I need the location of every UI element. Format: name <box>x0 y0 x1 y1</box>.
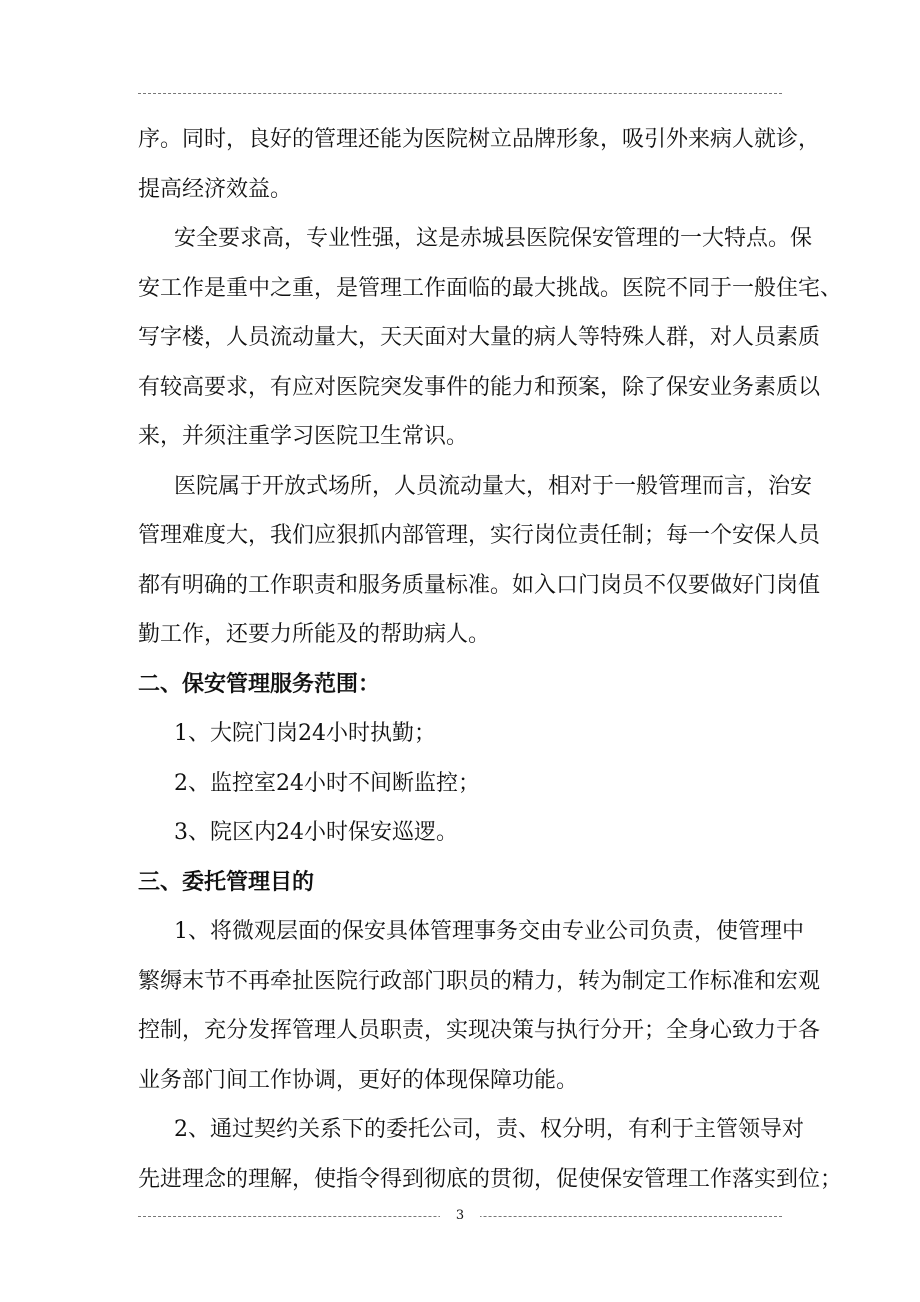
page-number: 3 <box>440 1208 480 1224</box>
text-line: 提高经济效益。 <box>138 176 293 202</box>
text-line: 业务部门间工作协调，更好的体现保障功能。 <box>138 1067 579 1093</box>
text-line: 安工作是重中之重，是管理工作面临的最大挑战。医院不同于一般住宅、 <box>138 275 843 301</box>
section-heading: 二、保安管理服务范围： <box>138 671 381 697</box>
text-line: 控制，充分发挥管理人员职责，实现决策与执行分开；全身心致力于各 <box>138 1018 821 1043</box>
document-body <box>138 115 843 1204</box>
text-line: 繁缛末节不再牵扯医院行政部门职员的精力，转为制定工作标准和宏观 <box>138 968 821 994</box>
text-line: 都有明确的工作职责和服务质量标准。如入口门岗员不仅要做好门岗值 <box>138 572 821 598</box>
text-line: 有较高要求，有应对医院突发事件的能力和预案，除了保安业务素质以 <box>138 374 821 400</box>
text-line: 先进理念的理解，使指令得到彻底的贯彻，促使保安管理工作落实到位； <box>138 1166 843 1192</box>
text-line: 来，并须注重学习医院卫生常识。 <box>138 424 469 449</box>
text-line: 管理难度大，我们应狠抓内部管理，实行岗位责任制；每一个安保人员 <box>138 523 821 548</box>
text-line: 2、通过契约关系下的委托公司，责、权分明，有利于主管领导对 <box>174 1117 804 1142</box>
header-rule <box>138 93 782 94</box>
text-line: 1、将微观层面的保安具体管理事务交由专业公司负责，使管理中 <box>174 919 804 944</box>
text-line: 2、监控室24小时不间断监控； <box>174 770 480 796</box>
text-line: 3、院区内24小时保安巡逻。 <box>174 820 458 845</box>
text-line: 写字楼，人员流动量大，天天面对大量的病人等特殊人群，对人员素质 <box>138 325 821 350</box>
text-line: 序。同时，良好的管理还能为医院树立品牌形象，吸引外来病人就诊， <box>138 127 821 152</box>
text-line: 勤工作，还要力所能及的帮助病人。 <box>138 622 491 647</box>
text-line: 1、大院门岗24小时执勤； <box>174 721 436 746</box>
section-heading: 三、委托管理目的 <box>138 869 315 895</box>
text-line: 医院属于开放式场所，人员流动量大，相对于一般管理而言，治安 <box>174 473 813 499</box>
text-line: 安全要求高，专业性强，这是赤城县医院保安管理的一大特点。保 <box>174 226 813 251</box>
